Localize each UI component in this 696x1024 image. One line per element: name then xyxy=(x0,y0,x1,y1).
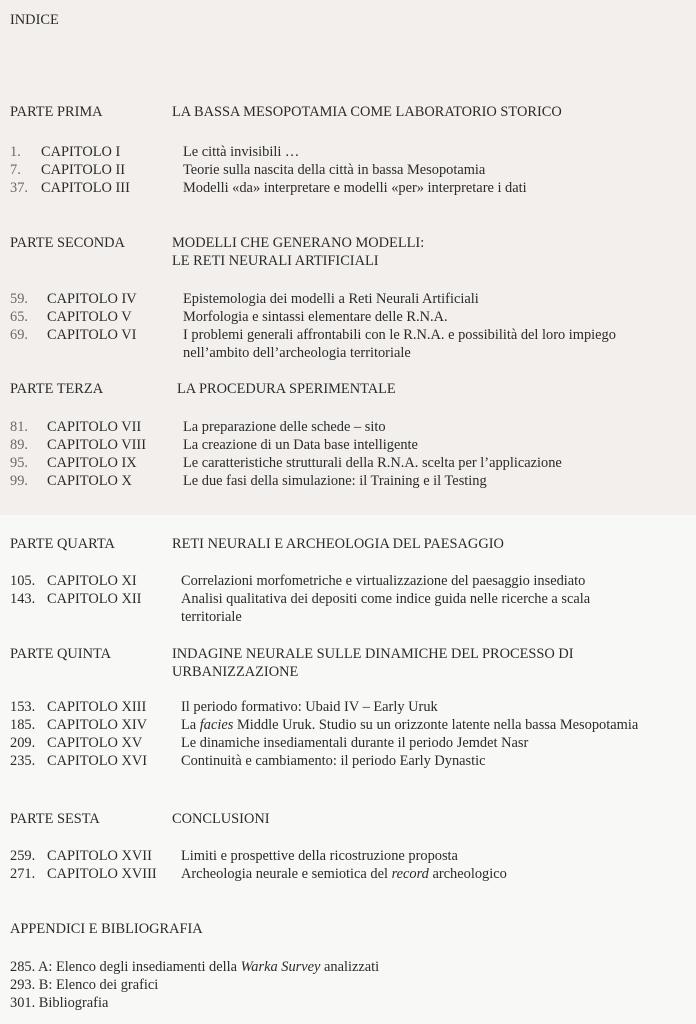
chapter-title: La creazione di un Data base intelligente xyxy=(183,437,418,453)
title-italic: facies xyxy=(199,717,234,733)
chapter-title xyxy=(181,865,507,883)
part-label: PARTE QUARTA xyxy=(10,536,115,552)
part-title: LA PROCEDURA SPERIMENTALE xyxy=(177,381,396,397)
chapter-title-line-2: nell’ambito dell’archeologia territoriale xyxy=(183,345,411,361)
part-title: LA BASSA MESOPOTAMIA COME LABORATORIO STORICO xyxy=(172,104,562,120)
chapter-number: CAPITOLO VI xyxy=(47,327,137,343)
chapter-number: CAPITOLO IV xyxy=(47,291,137,307)
chapter-title-line-1: Analisi qualitativa dei depositi come indice guida nelle ricerche a scala xyxy=(181,591,591,607)
chapter-page: 143. xyxy=(10,591,36,607)
chapter-number: CAPITOLO VII xyxy=(47,419,142,435)
title-italic: record xyxy=(391,866,429,882)
chapter-page: 69. xyxy=(10,327,28,343)
part-title-line-2: LE RETI NEURALI ARTIFICIALI xyxy=(172,253,379,269)
part-title-line-1: INDAGINE NEURALE SULLE DINAMICHE DEL PROCESSO DI xyxy=(172,646,574,662)
chapter-number: CAPITOLO II xyxy=(41,162,126,178)
chapter-title: Epistemologia dei modelli a Reti Neurali Artificiali xyxy=(183,291,479,307)
chapter-number: CAPITOLO XIV xyxy=(47,717,148,733)
title-text: Archeologia neurale e semiotica del xyxy=(181,866,392,882)
chapter-number: CAPITOLO VIII xyxy=(47,437,146,453)
appendix-item xyxy=(10,976,158,994)
chapter-title: Il periodo formativo: Ubaid IV – Early Uruk xyxy=(181,699,438,715)
part-label: PARTE PRIMA xyxy=(10,104,103,120)
part-title: CONCLUSIONI xyxy=(172,811,270,827)
chapter-page: 95. xyxy=(10,455,28,471)
chapter-title: Le caratteristiche strutturali della R.N.A. scelta per l’applicazione xyxy=(183,455,562,471)
chapter-number: CAPITOLO V xyxy=(47,309,132,325)
part-title: RETI NEURALI E ARCHEOLOGIA DEL PAESAGGIO xyxy=(172,536,504,552)
chapter-number: CAPITOLO X xyxy=(47,473,132,489)
chapter-number: CAPITOLO III xyxy=(41,180,130,196)
chapter-number: CAPITOLO XV xyxy=(47,735,143,751)
appendix-text: A: Elenco degli insediamenti della xyxy=(38,959,241,975)
part-title-line-2: URBANIZZAZIONE xyxy=(172,664,299,680)
chapter-title-line-2: territoriale xyxy=(181,609,242,625)
chapter-number: CAPITOLO I xyxy=(41,144,121,160)
chapter-page: 185. xyxy=(10,717,36,733)
chapter-page: 259. xyxy=(10,848,36,864)
appendix-item xyxy=(10,958,379,976)
chapter-page: 7. xyxy=(10,162,21,178)
chapter-page: 271. xyxy=(10,866,36,882)
chapter-title: Le due fasi della simulazione: il Training e il Testing xyxy=(183,473,487,489)
index-title: INDICE xyxy=(10,12,59,28)
part-label: PARTE QUINTA xyxy=(10,646,111,662)
appendix-text: analizzati xyxy=(320,959,380,975)
chapter-title: Morfologia e sintassi elementare delle R.N.A. xyxy=(183,309,448,325)
part-label: PARTE TERZA xyxy=(10,381,104,397)
chapter-title: Le dinamiche insediamentali durante il periodo Jemdet Nasr xyxy=(181,735,529,751)
chapter-title: Limiti e prospettive della ricostruzione proposta xyxy=(181,848,458,864)
chapter-page: 81. xyxy=(10,419,28,435)
chapter-page: 59. xyxy=(10,291,28,307)
title-text: La xyxy=(181,717,200,733)
appendix-item xyxy=(10,994,108,1012)
chapter-title: Modelli «da» interpretare e modelli «per» interpretare i dati xyxy=(183,180,527,196)
chapter-number: CAPITOLO IX xyxy=(47,455,137,471)
appendix-page: 293. xyxy=(10,977,36,993)
chapter-page: 65. xyxy=(10,309,28,325)
appendix-text: Bibliografia xyxy=(38,995,109,1011)
chapter-page: 89. xyxy=(10,437,28,453)
chapter-number: CAPITOLO XII xyxy=(47,591,142,607)
part-label: PARTE SECONDA xyxy=(10,235,125,251)
part-title-line-1: MODELLI CHE GENERANO MODELLI: xyxy=(172,235,425,251)
part-label: PARTE SESTA xyxy=(10,811,100,827)
appendix-page: 285. xyxy=(10,959,36,975)
title-text: Middle Uruk. Studio su un orizzonte latente nella bassa Mesopotamia xyxy=(233,717,639,733)
appendix-italic: Warka Survey xyxy=(240,959,321,975)
chapter-title: Correlazioni morfometriche e virtualizzazione del paesaggio insediato xyxy=(181,573,586,589)
chapter-title: La preparazione delle schede – sito xyxy=(183,419,386,435)
chapter-page: 235. xyxy=(10,753,36,769)
chapter-number: CAPITOLO XI xyxy=(47,573,137,589)
chapter-number: CAPITOLO XVII xyxy=(47,848,152,864)
appendix-page: 301. xyxy=(10,995,36,1011)
chapter-page: 99. xyxy=(10,473,28,489)
chapter-title: Continuità e cambiamento: il periodo Early Dynastic xyxy=(181,753,486,769)
chapter-number: CAPITOLO XVI xyxy=(47,753,148,769)
chapter-page: 105. xyxy=(10,573,36,589)
appendix-text: B: Elenco dei grafici xyxy=(38,977,159,993)
appendices-heading: APPENDICI E BIBLIOGRAFIA xyxy=(10,921,203,937)
chapter-number: CAPITOLO XVIII xyxy=(47,866,157,882)
chapter-title: Teorie sulla nascita della città in bassa Mesopotamia xyxy=(183,162,486,178)
chapter-number: CAPITOLO XIII xyxy=(47,699,147,715)
chapter-page: 209. xyxy=(10,735,36,751)
chapter-page: 37. xyxy=(10,180,28,196)
chapter-page: 1. xyxy=(10,144,21,160)
chapter-page: 153. xyxy=(10,699,36,715)
chapter-title: Le città invisibili … xyxy=(183,144,300,160)
chapter-title-line-1: I problemi generali affrontabili con le R.N.A. e possibilità del loro impiego xyxy=(183,327,616,343)
chapter-title xyxy=(181,716,638,734)
title-text: archeologico xyxy=(428,866,507,882)
